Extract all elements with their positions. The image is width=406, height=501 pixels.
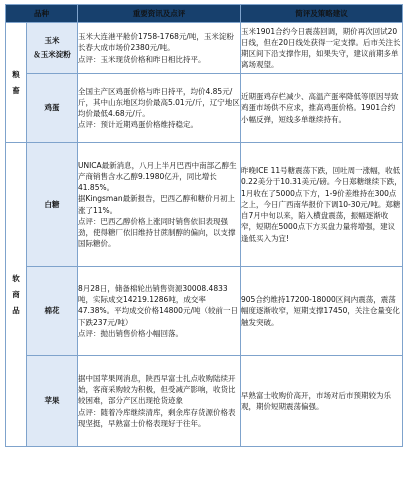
- news-apple: 据中国苹果网消息，陕西早富士扎点收购陆续开始，客商采购较为积极，但受减产影响，收货比较困难，部分产区出现抢货迹象 点评：随着冷库继续清库，剩余库存货源价格表现坚挺，早熟富士价格表现好于往年。: [78, 356, 241, 447]
- strategy-apple: 早熟富士收购价高开，市场对后市预期较为乐观，期价短期震荡偏强。: [241, 356, 403, 447]
- header-strategy: 简评及策略建议: [241, 5, 403, 23]
- product-apple: 苹果: [27, 356, 78, 447]
- category-grain-livestock: 粮畜: [6, 23, 27, 143]
- news-cotton: 8月28日，储备棉轮出销售资源30008.4833吨，实际成交14219.1286吨，成交率47.38%。平均成交价格14800元/吨（较前一日下跌237元/吨） 点评：抛出销售价格小幅回落。: [78, 267, 241, 356]
- header-news: 重要资讯及点评: [78, 5, 241, 23]
- commodity-report-table: [5, 4, 403, 447]
- strategy-sugar: 昨晚ICE 11号糖震荡下跌，回吐周一涨幅，收低0.22美分于10.31美元/磅。今日郑糖继续下跌，1月收在了5000点下方，1-9价差维持在300点之上，今日广西南华报价下调10-30元/吨。郑糖自7月中旬以来，陷入横盘震荡，振幅逐渐收窄，短期在5000点下方买盘力量将增强，建议逢低买入为宜!: [241, 143, 403, 267]
- product-sugar: 白糖: [27, 143, 78, 267]
- table-row: [6, 356, 403, 447]
- category-soft-commodities: 软商品: [6, 143, 27, 447]
- table-row: [6, 143, 403, 267]
- table-row: [6, 23, 403, 74]
- strategy-corn: 玉米1901合约今日震荡回调，期价再次回试20日线，但在20日线处获得一定支撑。后市关注长期区间下沿支撑作用，如果失守，建议前期多单离场观望。: [241, 23, 403, 74]
- strategy-cotton: 905合约维持17200-18000区间内震荡，震荡幅度逐渐收窄，短期支撑17450，关注仓量变化触发突破。: [241, 267, 403, 356]
- table-header-row: [6, 5, 403, 23]
- news-egg: 全国主产区鸡蛋价格与昨日持平，均价4.85元/斤，其中山东地区均价最高5.01元/斤，辽宁地区均价最低4.68元/斤。 点评：预计近期鸡蛋价格维持稳定。: [78, 74, 241, 143]
- product-corn: 玉米 ＆玉米淀粉: [27, 23, 78, 74]
- table-row: [6, 74, 403, 143]
- news-sugar: UNICA最新消息，八月上半月巴西中南部乙醇生产商销售含水乙醇9.1980亿升，同比增长41.85%。 据Kingsman最新报告，巴西乙醇和糖价月初上涨了11%。 点评：巴西乙醇价格上涨同时销售依旧表现强劲，使得糖厂依旧维持甘蔗制醇的偏向，以支撑国际糖价。: [78, 143, 241, 267]
- product-cotton: 棉花: [27, 267, 78, 356]
- header-product: 品种: [6, 5, 78, 23]
- table-row: [6, 267, 403, 356]
- product-egg: 鸡蛋: [27, 74, 78, 143]
- strategy-egg: 近期蛋鸡存栏减少、高温产蛋率降低等原因导致鸡蛋市场供不应求，推高鸡蛋价格。1901合约小幅反弹，短线多单继续持有。: [241, 74, 403, 143]
- news-corn: 玉米大连港平舱价1758-1768元/吨，玉米淀粉长春大成市场价2380元/吨。 点评：玉米现货价格和昨日相比持平。: [78, 23, 241, 74]
